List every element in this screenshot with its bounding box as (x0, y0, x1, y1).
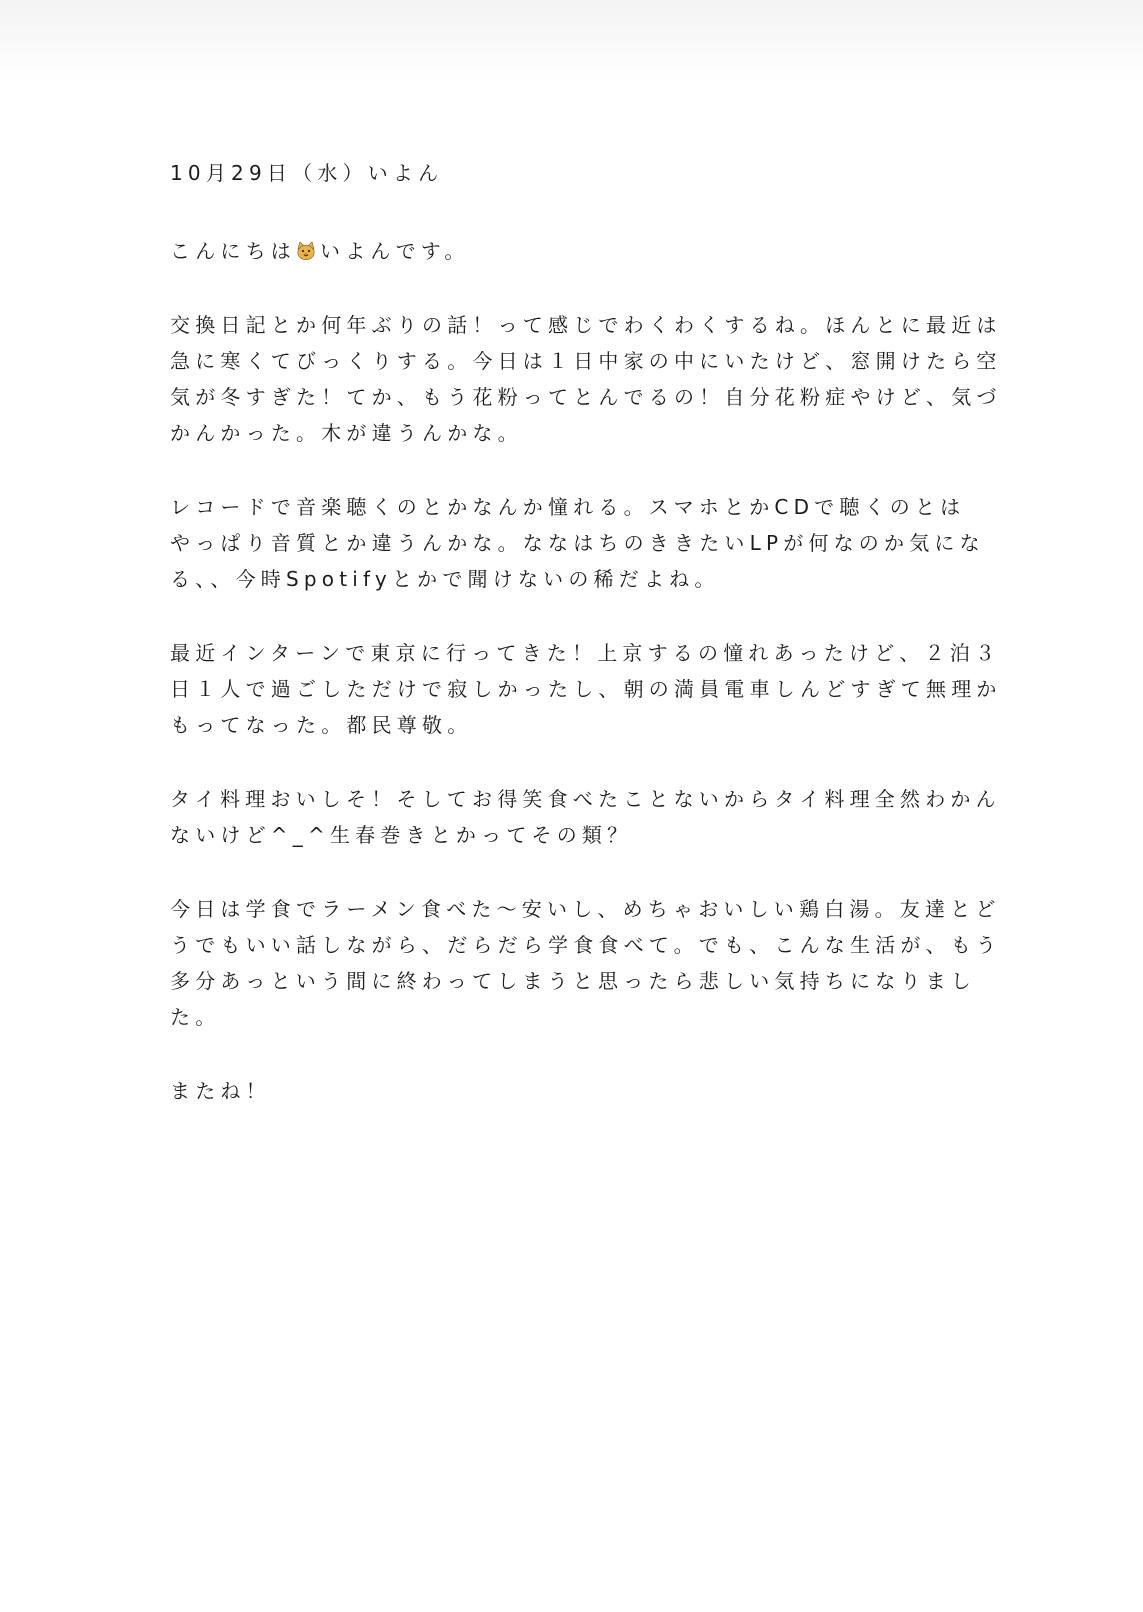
greeting-text-before: こんにちは (170, 239, 296, 263)
diary-page (170, 155, 1002, 1109)
paragraph-records (170, 489, 985, 597)
greeting (170, 233, 970, 269)
text-line: 多分あっという間に終わってしまうと思ったら悲しい気持ちになりまし (170, 969, 976, 993)
text-line: 交換日記とか何年ぶりの話！って感じでわくわくするね。ほんとに最近は (170, 313, 1002, 337)
text-line: る、、今時Spotifyとかで聞けないの稀だよね。 (170, 567, 720, 591)
text-line: ないけど^_^生春巻きとかってその類？ (170, 823, 633, 847)
text-line: うでもいい話しながら、だらだら学食食べて。でも、こんな生活が、もう (170, 933, 1002, 957)
paragraph-exchange-diary (170, 307, 1002, 451)
greeting-text-after: いよんです。 (320, 239, 470, 263)
text-line: 日１人で過ごしただけで寂しかったし、朝の満員電車しんどすぎて無理か (170, 677, 1002, 701)
entry-title: 10月29日（水）いよん (170, 161, 444, 185)
text-line: 気が冬すぎた！てか、もう花粉ってとんでるの！自分花粉症やけど、気づ (170, 385, 1002, 409)
top-shadow-band (0, 0, 1143, 80)
text-line: 今日は学食でラーメン食べた〜安いし、めちゃおいしい鶏白湯。友達とど (170, 897, 1001, 921)
text-line: た。 (170, 1005, 221, 1029)
cat-face-icon (296, 241, 316, 261)
text-line: かんかった。木が違うんかな。 (170, 421, 523, 445)
text-line: 急に寒くてびっくりする。今日は１日中家の中にいたけど、窓開けたら空 (170, 349, 1002, 373)
text-line: 最近インターンで東京に行ってきた！上京するの憧れあったけど、２泊３ (170, 641, 1001, 665)
text-line: やっぱり音質とか違うんかな。ななはちのききたいLPが何なのか気にな (170, 531, 985, 555)
text-line: タイ料理おいしそ！そしてお得笑食べたことないからタイ料理全然わかん (170, 787, 1001, 811)
paragraph-thai-food (170, 781, 1001, 853)
text-line: レコードで音楽聴くのとかなんか憧れる。スマホとかCDで聴くのとは (170, 495, 966, 519)
paragraph-internship (170, 635, 1002, 743)
paragraph-cafeteria (170, 891, 1002, 1035)
text-line: もってなった。都民尊敬。 (170, 713, 473, 737)
closing-line: またね！ (170, 1079, 271, 1103)
